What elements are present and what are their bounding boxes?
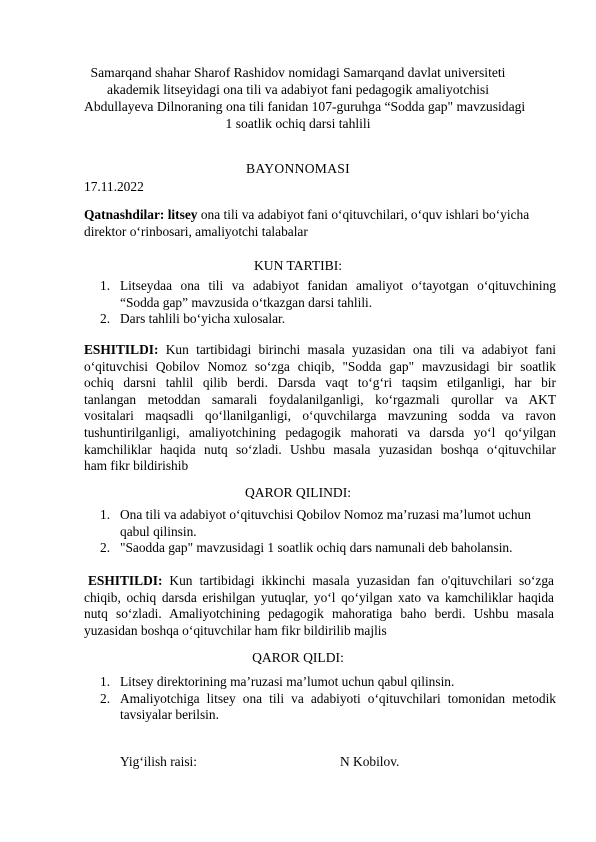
list-number: 2.	[100, 690, 111, 706]
heard-label: ESHITILDI:	[84, 342, 159, 357]
list-item-text: “Sodda gap” mavzusida o‘tkazgan darsi tahlili.	[120, 294, 373, 310]
signature-role: Yig‘ilish raisi:	[120, 754, 197, 769]
header-line: Samarqand shahar Sharof Rashidov nomidagi Samarqand davlat universiteti	[90, 65, 506, 80]
list-number: 1.	[100, 278, 111, 293]
header-line: akademik litseyidagi ona tili va adabiyot fani pedagogik amaliyotchisi	[106, 82, 490, 97]
participants-label: Qatnashdilar: litsey	[84, 207, 198, 222]
paragraph-line: vositalari maqsadli qo‘llanilganligi, o‘quvchilarga mavzuning sodda va ravon	[84, 408, 556, 424]
list-item	[84, 674, 556, 691]
document-header	[84, 64, 526, 132]
header-line: 1 soatlik ochiq darsi tahlili	[225, 116, 371, 131]
list-item-text: Dars tahlili bo‘yicha xulosalar.	[120, 311, 286, 327]
paragraph-line: yuzasidan boshqa o‘qituvchilar ham fikr bildirilib majlis	[84, 622, 387, 638]
paragraph-line: tushuntirilganligi, amaliyotchining pedagogik mahorati va darsda yo‘l qo‘yilgan	[84, 424, 556, 440]
paragraph-text: Kun tartibidagi ikkinchi masala yuzasidan fan o'qituvchilari so‘zga	[162, 573, 554, 588]
meeting-date: 17.11.2022	[84, 179, 144, 194]
list-number: 2.	[100, 311, 111, 327]
list-item-text: Amaliyotchiga litsey ona tili va adabiyoti o‘qituvchilari tomonidan metodik	[120, 690, 556, 706]
decision-list-1	[84, 507, 564, 557]
list-item-text: "Saodda gap" mavzusidagi 1 soatlik ochiq dars namunali deb baholansin.	[120, 540, 513, 556]
list-item	[84, 507, 564, 540]
signature-name: N Kobilov.	[340, 754, 400, 769]
list-number: 2.	[100, 540, 111, 556]
paragraph-line: ochiq darsni tahlil qilib berdi. Darsda vaqt to‘g‘ri taqsim etilganligi, har bir	[84, 375, 556, 391]
list-item-text: Litsey direktorining ma’ruzasi ma’lumot uchun qabul qilinsin.	[120, 674, 455, 689]
paragraph-line: ham fikr bildirishib	[84, 458, 189, 474]
heard-label: ESHITILDI:	[88, 573, 163, 588]
list-item	[84, 691, 556, 724]
list-number: 1.	[100, 507, 111, 522]
heard-paragraph-1	[84, 342, 556, 475]
decision-title-1: QAROR QILINDI:	[244, 485, 352, 500]
participants-text: ona tili va adabiyot fani o‘qituvchilari, o‘quv ishlari bo‘yicha	[197, 207, 530, 222]
heard-paragraph-2	[84, 573, 554, 639]
paragraph-line: o‘qituvchisi Qobilov Nomoz so‘zga chiqib, "Sodda gap" mavzusidagi bir soatlik	[84, 358, 556, 374]
list-item	[84, 278, 556, 311]
list-item	[84, 311, 556, 328]
paragraph-line: kamchiliklar haqida nutq so‘zladi. Ushbu masala yuzasidan boshqa o‘qituvchilar	[84, 441, 556, 457]
decision-list-2	[84, 674, 556, 724]
agenda-list	[84, 278, 556, 328]
list-item-text: Ona tili va adabiyot o‘qituvchisi Qobilov Nomoz ma’ruzasi ma’lumot uchun	[120, 507, 531, 522]
agenda-title: KUN TARTIBI:	[253, 258, 343, 273]
paragraph-text: Kun tartibidagi birinchi masala yuzasidan ona tili va adabiyot fani	[158, 342, 556, 357]
paragraph-line: nutq so‘zladi. Amaliyotchining pedagogik mahoratiga baho berdi. Ushbu masala	[84, 606, 554, 622]
list-number: 1.	[100, 674, 111, 689]
list-item-text: Litseydaa ona tili va adabiyot fanidan amaliyot o‘tayotgan o‘qituvchining	[120, 278, 556, 293]
list-item-text: qabul qilinsin.	[120, 523, 197, 539]
header-line: Abdullayeva Dilnoraning ona tili fanidan 107-guruhga “Sodda gap" mavzusidagi	[84, 99, 526, 114]
participants-text: direktor o‘rinbosari, amaliyotchi talabalar	[84, 223, 308, 239]
paragraph-line: chiqib, ochiq darsda erishilgan yutuqlar, yo‘l qo‘yilgan xato va kamchiliklar haqida	[84, 589, 554, 605]
decision-title-2: QAROR QILDI:	[252, 650, 344, 665]
document-title: BAYONNOMASI	[245, 161, 350, 176]
list-item-text: tavsiyalar berilsin.	[120, 707, 219, 723]
paragraph-line: tanlangan metoddan samarali foydalanilganligi, ko‘rgazmali qurollar va AKT	[84, 391, 556, 407]
participants	[84, 207, 552, 240]
list-item	[84, 540, 564, 557]
